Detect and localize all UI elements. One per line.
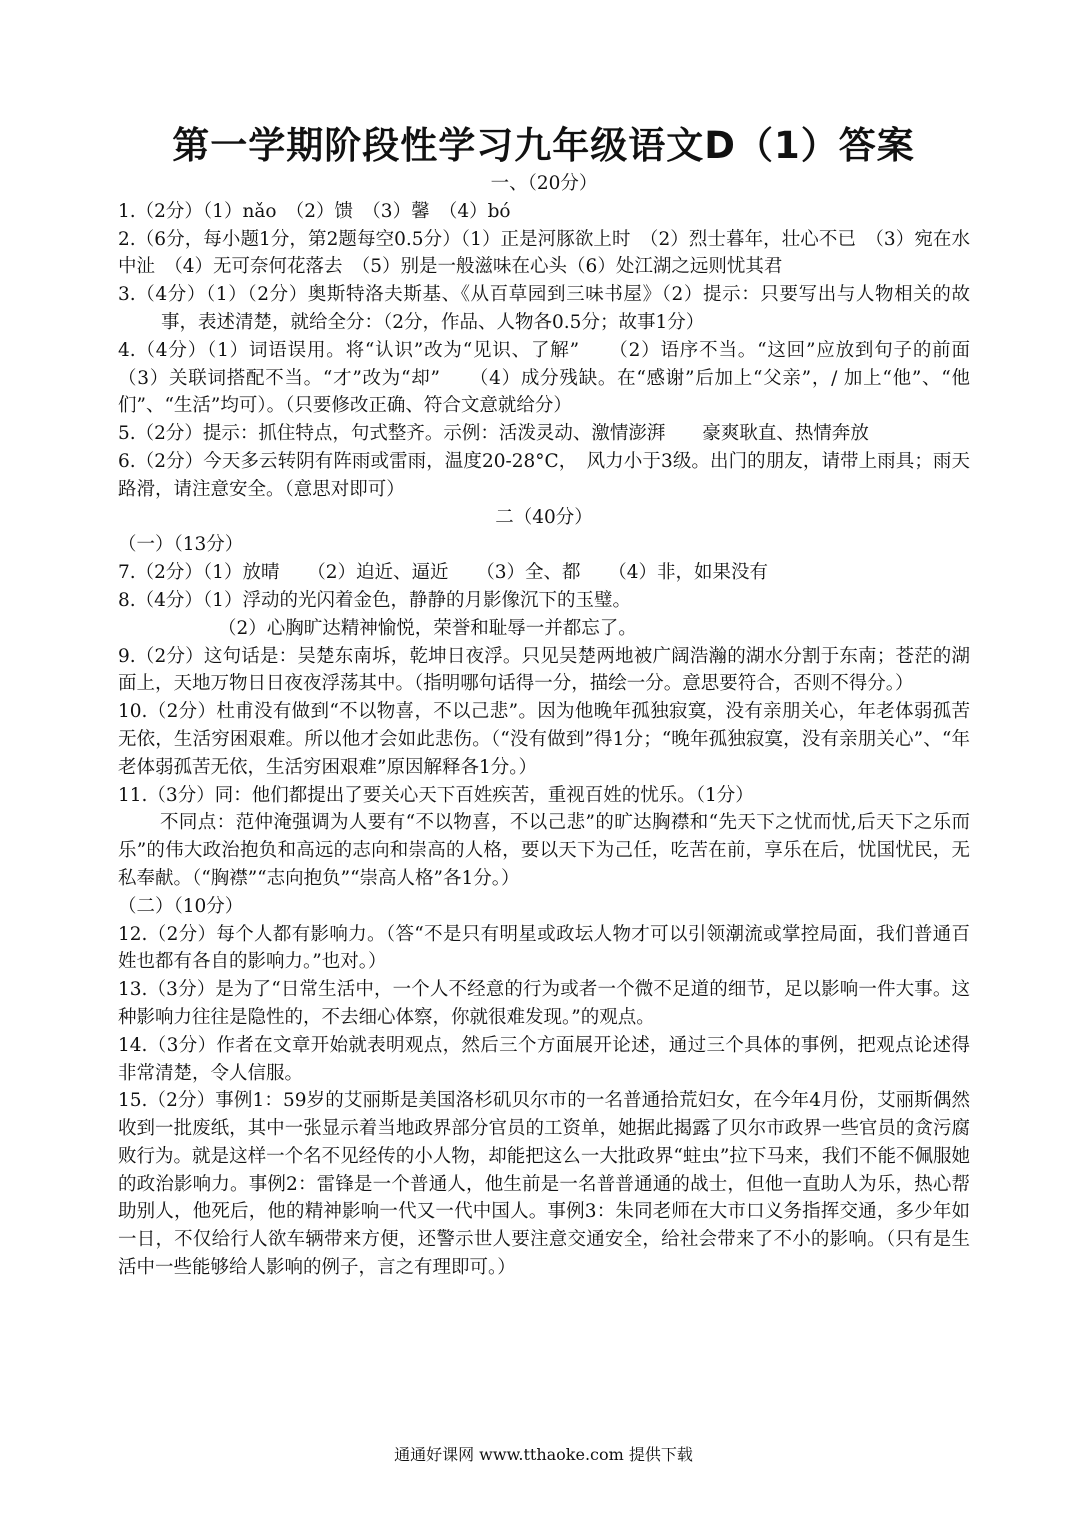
- answer-q14: 14.（3分）作者在文章开始就表明观点，然后三个方面展开论述，通过三个具体的事例，把观点论述得非常清楚，令人信服。: [118, 1034, 970, 1084]
- answer-q1: 1.（2分）（1）nǎo （2）馈 （3）馨 （4）bó: [118, 200, 511, 222]
- answer-q3: 3.（4分）（1）（2分）奥斯特洛夫斯基、《从百草园到三味书屋》（2）提示：只要写出与人物相关的故事，表述清楚，就给全分：（2分，作品、人物各0.5分；故事1分）: [118, 284, 970, 333]
- answer-q11-diff: 不同点：范仲淹强调为人要有“不以物喜，不以己悲”的旷达胸襟和“先天下之忧而忧,后天下之乐而乐”的伟大政治抱负和高远的志向和崇高的人格，要以天下为己任，吃苦在前，享乐在后，忧国忧民，无私奉献。（“胸襟”“志向抱负”“崇高人格”各1分。）: [118, 812, 970, 889]
- answer-q12: 12.（2分）每个人都有影响力。（答“不是只有明星或政坛人物才可以引领潮流或掌控局面，我们普通百姓也都有各自的影响力。”也对。）: [118, 923, 970, 973]
- section-heading-1: 一、（20分）: [490, 173, 598, 194]
- answer-q9: 9.（2分）这句话是：吴楚东南坼，乾坤日夜浮。只见吴楚两地被广阔浩瀚的湖水分割于东南；苍茫的湖面上，天地万物日日夜夜浮荡其中。（指明哪句话得一分，描绘一分。意思要符合，否则不得分。）: [118, 645, 970, 695]
- part-heading-2: （二）（10分）: [118, 895, 244, 917]
- answer-q13: 13.（3分）是为了“日常生活中，一个人不经意的行为或者一个微不足道的细节，足以影响一件大事。这种影响力往往是隐性的，不去细心体察，你就很难发现。”的观点。: [118, 979, 970, 1028]
- answer-q2: 2.（6分，每小题1分，第2题每空0.5分）（1）正是河豚欲上时 （2）烈士暮年，壮心不已 （3）宛在水中沚 （4）无可奈何花落去 （5）别是一般滋味在心头（6）处江湖之远则忧其君: [118, 228, 970, 278]
- answer-q5: 5.（2分）提示：抓住特点，句式整齐。示例：活泼灵动、激情澎湃 豪爽耿直、热情奔放: [118, 423, 869, 445]
- answer-q10: 10.（2分）杜甫没有做到“不以物喜，不以己悲”。因为他晚年孤独寂寞，没有亲朋关心，年老体弱孤苦无依，生活穷困艰难。所以他才会如此悲伤。（“没有做到”得1分；“晚年孤独寂寞，没有亲朋关心”、“年老体弱孤苦无依，生活穷困艰难”原因解释各1分。）: [118, 701, 970, 778]
- answer-q15: 15.（2分）事例1：59岁的艾丽斯是美国洛杉矶贝尔市的一名普通拾荒妇女，在今年4月份，艾丽斯偶然收到一批废纸，其中一张显示着当地政界部分官员的工资单，她据此揭露了贝尔市政界一些官员的贪污腐败行为。就是这样一个名不见经传的小人物，却能把这么一大批政界“蛀虫”拉下马来，我们不能不佩服她的政治影响力。事例2：雷锋是一个普通人，他生前是一名普普通通的战士，但他一直助人为乐，热心帮助别人，他死后，他的精神影响一代又一代中国人。事例3：朱同老师在大市口义务指挥交通，多少年如一日，不仅给行人欲车辆带来方便，还警示世人要注意交通安全，给社会带来了不小的影响。（只有是生活中一些能够给人影响的例子，言之有理即可。）: [118, 1090, 970, 1279]
- answer-q11-same: 11.（3分）同：他们都提出了要关心天下百姓疾苦，重视百姓的忧乐。（1分）: [118, 784, 754, 806]
- answer-q4: 4.（4分）（1）词语误用。将“认识”改为“见识、了解” （2）语序不当。“这回”应放到句子的前面 （3）关联词搭配不当。“才”改为“却” （4）成分残缺。在“感谢”后加上“父亲”，/ 加上“他”、“他们”、“生活”均可）。（只要修改正确、符合文意就给分）: [118, 339, 989, 417]
- answer-q8-part1: 8.（4分）（1）浮动的光闪着金色，静静的月影像沉下的玉璧。: [118, 589, 631, 611]
- section-heading-2: 二（40分）: [495, 506, 593, 528]
- document-title: 第一学期阶段性学习九年级语文D（1）答案: [172, 124, 915, 167]
- answer-q8-part2: （2）心胸旷达精神愉悦，荣誉和耻辱一并都忘了。: [218, 617, 637, 639]
- answer-q7: 7.（2分）（1）放晴 （2）迫近、逼近 （3）全、都 （4）非，如果没有: [118, 562, 769, 584]
- answer-q6: 6.（2分）今天多云转阴有阵雨或雷雨，温度20-28°C， 风力小于3级。出门的朋友，请带上雨具；雨天路滑，请注意安全。（意思对即可）: [118, 450, 970, 500]
- answer-content: [118, 170, 989, 1282]
- part-heading-1: （一）（13分）: [118, 534, 244, 556]
- footer-source: 通通好课网 www.tthaoke.com 提供下载: [394, 1445, 693, 1464]
